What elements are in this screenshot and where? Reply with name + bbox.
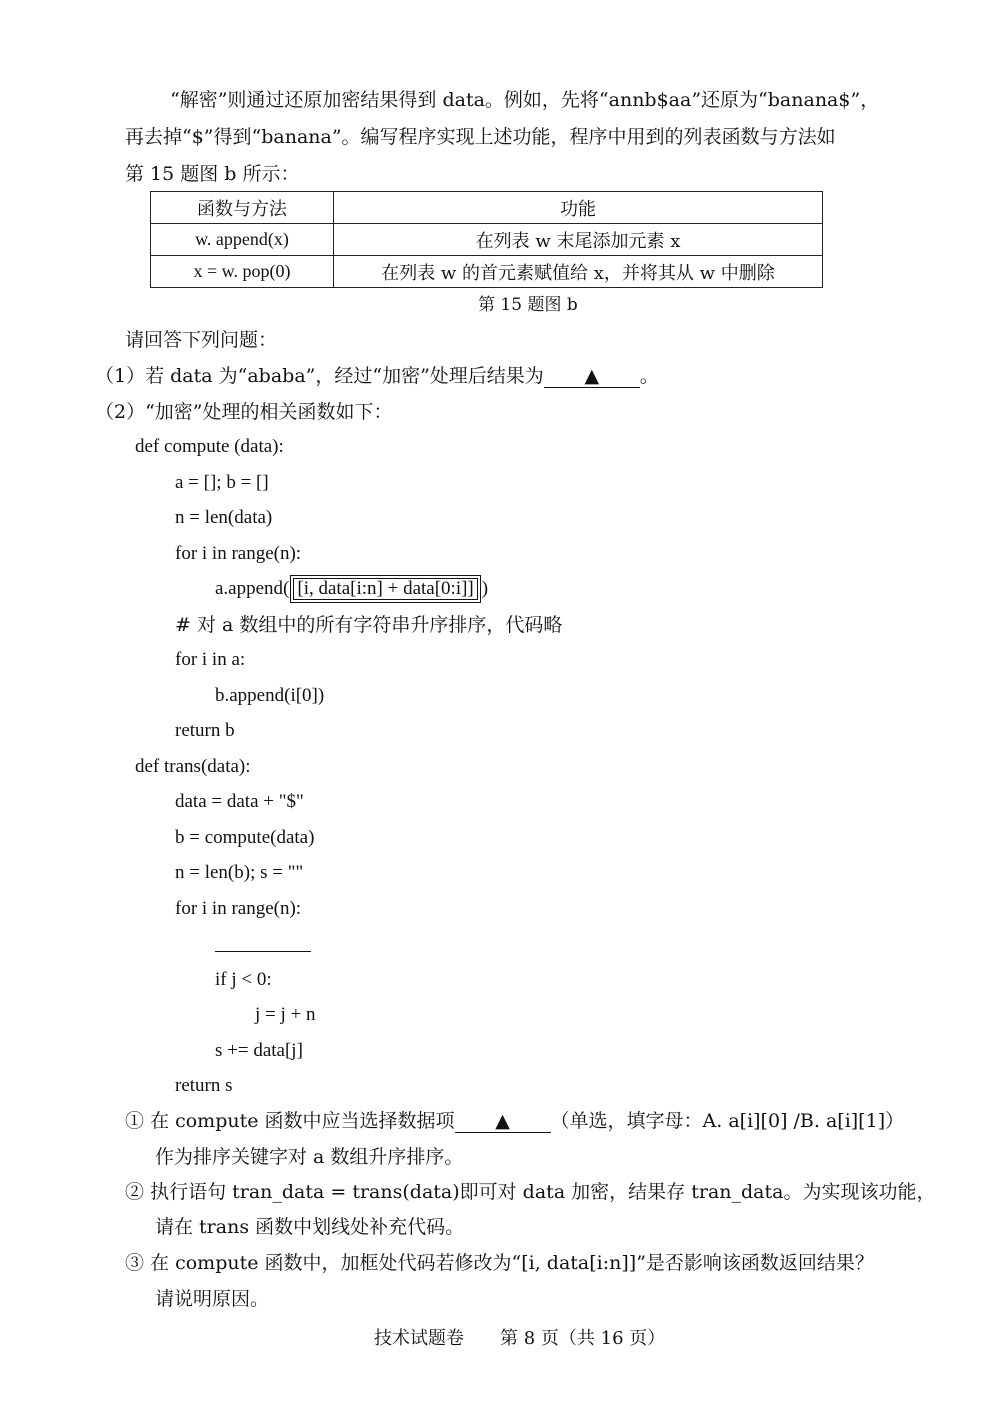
sub-question-3-line-2: 请说明原因。 bbox=[155, 1288, 270, 1310]
intro-line-3: 第 15 题图 b 所示： bbox=[125, 163, 300, 185]
table-cell-method: x = w. pop(0) bbox=[151, 256, 334, 288]
sub-question-1-line-2: 作为排序关键字对 a 数组升序排序。 bbox=[155, 1146, 464, 1168]
table-header-row bbox=[151, 192, 823, 224]
code-line: n = len(b); s = "" bbox=[175, 862, 304, 883]
code-line: b.append(i[0]) bbox=[215, 685, 325, 706]
question-2: （2）“加密”处理的相关函数如下： bbox=[95, 401, 393, 423]
code-answer-blank bbox=[215, 951, 311, 952]
table-header-method: 函数与方法 bbox=[151, 192, 334, 224]
sub-question-2-number: ② bbox=[125, 1181, 145, 1203]
function-table bbox=[150, 191, 823, 288]
question-1-text: （1）若 data 为“ababa”，经过“加密”处理后结果为 bbox=[95, 365, 544, 387]
code-line: for i in range(n): bbox=[175, 543, 302, 564]
sub-question-1-text: 在 compute 函数中应当选择数据项 bbox=[150, 1110, 455, 1132]
intro-line-2: 再去掉“$”得到“banana”。编写程序实现上述功能，程序中用到的列表函数与方法如 bbox=[125, 126, 836, 148]
sub-question-2-text: 执行语句 tran_data = trans(data)即可对 data 加密，结果存 tran_data。为实现该功能， bbox=[150, 1181, 936, 1203]
code-line: for i in a: bbox=[175, 649, 246, 670]
sub-question-1-number: ① bbox=[125, 1110, 145, 1132]
sub-question-2 bbox=[125, 1180, 935, 1204]
intro-line-1: “解密”则通过还原加密结果得到 data。例如，先将“annb$aa”还原为“banana$”， bbox=[170, 89, 880, 111]
sub-question-3-text: 在 compute 函数中，加框处代码若修改为“[i, data[i:n]]”是否影响该函数返回结果？ bbox=[150, 1252, 874, 1274]
table-header-function: 功能 bbox=[334, 192, 823, 224]
code-line: if j < 0: bbox=[215, 969, 272, 990]
footer-page-number: 第 8 页（共 16 页） bbox=[500, 1328, 666, 1349]
code-line: data = data + "$" bbox=[175, 791, 304, 812]
code-line: return s bbox=[175, 1075, 233, 1096]
code-line: j = j + n bbox=[255, 1004, 316, 1025]
table-row bbox=[151, 224, 823, 256]
code-line: a = []; b = [] bbox=[175, 472, 269, 493]
code-line: n = len(data) bbox=[175, 507, 273, 528]
prompt-text: 请回答下列问题： bbox=[125, 329, 278, 351]
sub-question-3 bbox=[125, 1251, 874, 1275]
code-line: def compute (data): bbox=[135, 436, 284, 457]
code-line: return b bbox=[175, 720, 235, 741]
question-1 bbox=[95, 364, 659, 388]
sub-question-1-options: （单选，填字母：A. a[i][0] /B. a[i][1]） bbox=[550, 1110, 905, 1132]
question-1-suffix: 。 bbox=[639, 365, 659, 387]
code-line: s += data[j] bbox=[215, 1040, 303, 1061]
code-text: ) bbox=[481, 578, 489, 599]
answer-blank: ▲ bbox=[544, 365, 640, 388]
table-cell-desc: 在列表 w 末尾添加元素 x bbox=[334, 224, 823, 256]
code-line: b = compute(data) bbox=[175, 827, 315, 848]
sub-question-3-number: ③ bbox=[125, 1252, 145, 1274]
table-caption: 第 15 题图 b bbox=[478, 295, 578, 315]
code-text: a.append( bbox=[215, 578, 290, 599]
sub-question-1 bbox=[125, 1109, 904, 1133]
code-line bbox=[215, 577, 488, 601]
code-comment: # 对 a 数组中的所有字符串升序排序，代码略 bbox=[175, 614, 563, 636]
table-row bbox=[151, 256, 823, 288]
table-cell-desc: 在列表 w 的首元素赋值给 x，并将其从 w 中删除 bbox=[334, 256, 823, 288]
table-cell-method: w. append(x) bbox=[151, 224, 334, 256]
sub-question-2-line-2: 请在 trans 函数中划线处补充代码。 bbox=[155, 1216, 465, 1238]
code-line: def trans(data): bbox=[135, 756, 251, 777]
boxed-code: [i, data[i:n] + data[0:i]] bbox=[293, 578, 477, 600]
footer-title: 技术试题卷 bbox=[374, 1328, 464, 1349]
code-line: for i in range(n): bbox=[175, 898, 302, 919]
answer-blank: ▲ bbox=[455, 1110, 551, 1133]
